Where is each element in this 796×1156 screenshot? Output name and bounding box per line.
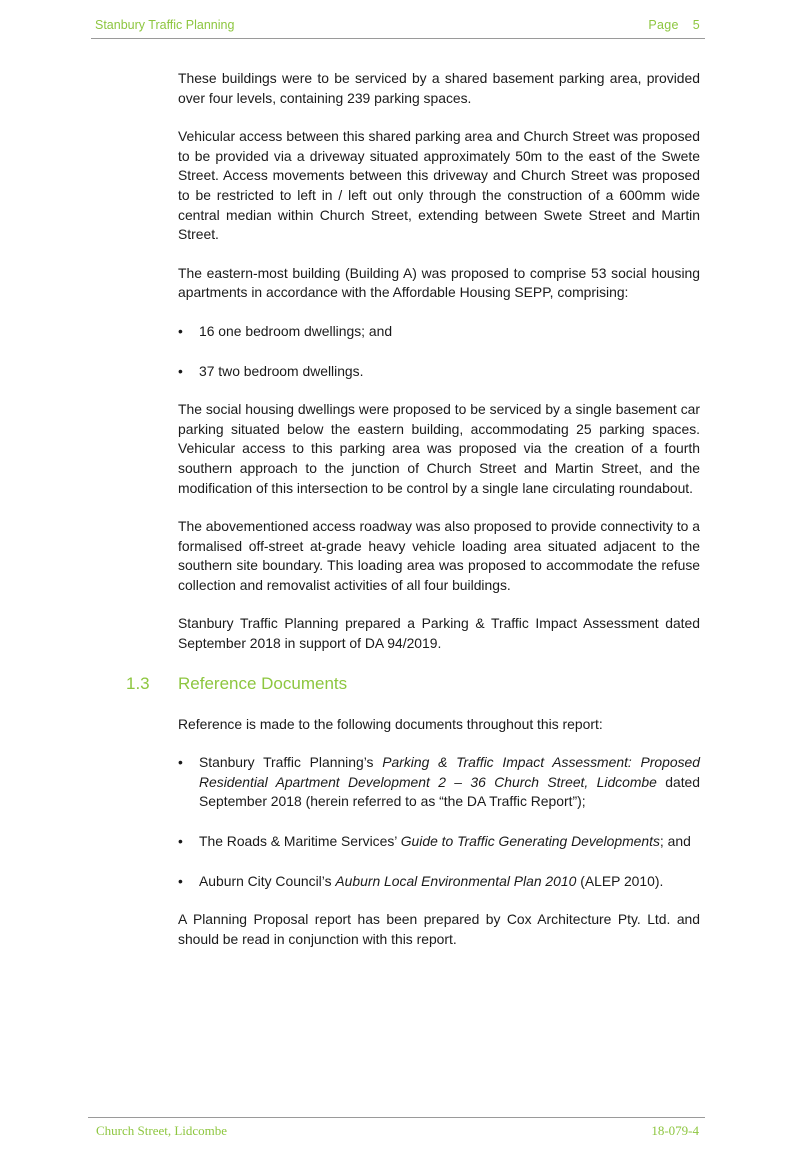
footer-location: Church Street, Lidcombe [96,1123,228,1138]
section-heading [126,673,700,695]
list-item [178,322,700,342]
paragraph-building-a: The eastern-most building (Building A) was proposed to comprise 53 social housing apartments in accordance with the Affordable Housing SEPP, comprising: [178,264,700,301]
footer-doc-ref: 18-079-4 [651,1123,699,1138]
paragraph-planning-proposal: A Planning Proposal report has been prepared by Cox Architecture Pty. Ltd. and should be read in conjunction with this report. [178,911,700,947]
reference-prefix: Auburn City Council’s [199,872,336,889]
reference-suffix: (ALEP 2010). [576,872,664,889]
list-item [178,872,700,892]
list-item [178,362,700,382]
bullet-icon: • [178,754,183,771]
list-item [178,832,700,852]
paragraph-loading-area: The abovementioned access roadway was also proposed to provide connectivity to a formalised off-street at-grade heavy vehicle loading area situated adjacent to the southern site boundary. This loading area was proposed to accommodate the refuse collection and removalist activities of all four buildings. [178,518,700,593]
header-company: Stanbury Traffic Planning [95,18,235,32]
reference-list [178,753,700,891]
list-item-text: 16 one bedroom dwellings; and [199,322,393,339]
list-item-text: 37 two bedroom dwellings. [199,362,364,379]
page-header [91,16,705,39]
page-footer [88,1117,705,1140]
reference-suffix: ; and [659,833,691,850]
reference-prefix: The Roads & Maritime Services’ [199,833,401,850]
paragraph-references-intro: Reference is made to the following documents throughout this report: [178,715,603,732]
header-page-label: Page [648,18,679,32]
bullet-icon: • [178,322,183,339]
paragraph-vehicular-access: Vehicular access between this shared parking area and Church Street was proposed to be provided via a driveway situated approximately 50m to the east of the Swete Street. Access movements between this driveway and Church Street was proposed to be restricted to left in / left out only through the construction of a 600mm wide central median within Church Street, extending between Swete Street and Martin Street. [178,128,700,243]
reference-suffix: dated September 2018 (herein referred to as “the DA Traffic Report”); [199,773,700,810]
bullet-icon: • [178,833,183,850]
paragraph-basement-parking: These buildings were to be serviced by a shared basement parking area, provided over four levels, containing 239 parking spaces. [178,70,700,106]
reference-prefix: Stanbury Traffic Planning’s [199,754,383,771]
paragraph-prior-assessment: Stanbury Traffic Planning prepared a Parking & Traffic Impact Assessment dated September 2018 in support of DA 94/2019. [178,615,700,652]
reference-title: Parking & Traffic Impact Assessment: Proposed Residential Apartment Development 2 – 36 Church Street, Lidcombe [199,754,700,790]
section-number: 1.3 [126,673,150,693]
header-page [648,18,700,32]
bullet-icon: • [178,362,183,379]
document-body [126,69,700,968]
section-title: Reference Documents [178,673,348,693]
bullet-icon: • [178,872,183,889]
dwelling-list [178,322,700,381]
header-page-number: 5 [692,18,700,32]
list-item [178,753,700,812]
reference-title: Guide to Traffic Generating Developments [400,833,660,850]
reference-title: Auburn Local Environmental Plan 2010 [335,872,577,889]
paragraph-social-housing: The social housing dwellings were proposed to be serviced by a single basement car parking situated below the eastern building, accommodating 25 parking spaces. Vehicular access to this parking area was proposed via the creation of a fourth southern approach to the junction of Church Street and Martin Street, and the modification of this intersection to be control by a single lane circulating roundabout. [178,401,700,496]
